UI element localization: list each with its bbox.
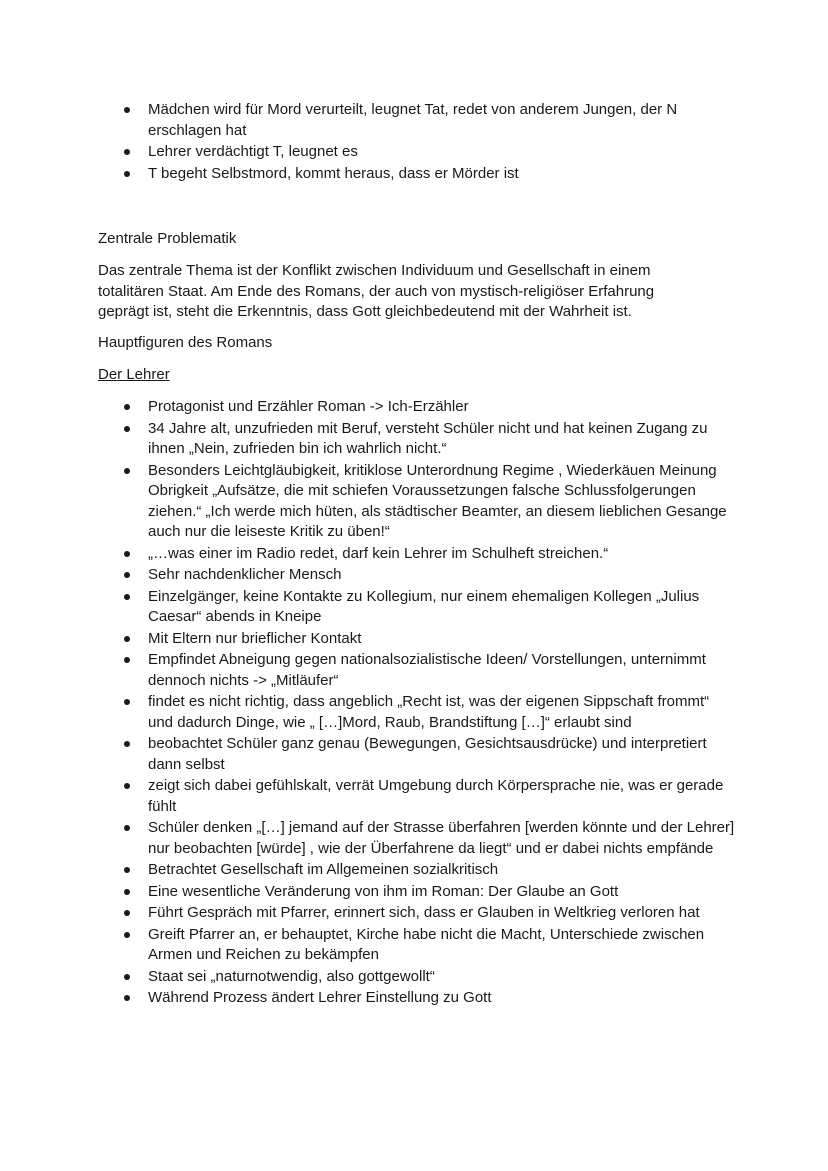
list-item: Eine wesentliche Veränderung von ihm im Roman: Der Glaube an Gott (148, 882, 738, 903)
list-item: zeigt sich dabei gefühlskalt, verrät Umgebung durch Körpersprache nie, was er gerade fühlt (148, 776, 738, 817)
list-item: Mädchen wird für Mord verurteilt, leugnet Tat, redet von anderem Jungen, der N erschlagen hat (148, 100, 723, 141)
list-item: Schüler denken „[…] jemand auf der Strasse überfahren [werden könnte und der Lehrer] nur beobachten [würde] , wie der Überfahrene da liegt“ und er dabei nichts empfände (148, 818, 738, 859)
list-item: Mit Eltern nur brieflicher Kontakt (148, 629, 738, 650)
problematik-paragraph: Das zentrale Thema ist der Konflikt zwischen Individuum und Gesellschaft in einem totalitären Staat. Am Ende des Romans, der auch von mystisch-religiöser Erfahrung geprägt ist, steht die Erkenntnis, dass Gott gleichbedeutend mit der Wahrheit ist. (98, 262, 655, 320)
list-item: Einzelgänger, keine Kontakte zu Kollegium, nur einem ehemaligen Kollegen „Julius Caesar“ abends in Kneipe (148, 587, 738, 628)
lehrer-bullet-list (148, 397, 738, 1010)
list-item: Sehr nachdenklicher Mensch (148, 565, 738, 586)
list-item: Protagonist und Erzähler Roman -> Ich-Erzähler (148, 397, 738, 418)
list-item: Staat sei „naturnotwendig, also gottgewollt“ (148, 967, 738, 988)
top-bullet-list (148, 100, 723, 185)
list-item: T begeht Selbstmord, kommt heraus, dass er Mörder ist (148, 164, 723, 185)
list-item: „…was einer im Radio redet, darf kein Lehrer im Schulheft streichen.“ (148, 544, 738, 565)
list-item: Während Prozess ändert Lehrer Einstellung zu Gott (148, 988, 738, 1009)
section-heading-hauptfiguren: Hauptfiguren des Romans (98, 334, 273, 351)
list-item: beobachtet Schüler ganz genau (Bewegungen, Gesichtsausdrücke) und interpretiert dann selbst (148, 734, 738, 775)
section-heading-problematik: Zentrale Problematik (98, 230, 237, 247)
list-item: Lehrer verdächtigt T, leugnet es (148, 142, 723, 163)
list-item: 34 Jahre alt, unzufrieden mit Beruf, versteht Schüler nicht und hat keinen Zugang zu ihnen „Nein, zufrieden bin ich wahrlich nicht.“ (148, 419, 738, 460)
list-item: Besonders Leichtgläubigkeit, kritiklose Unterordnung Regime , Wiederkäuen Meinung Obrigkeit „Aufsätze, die mit schiefen Voraussetzungen falsche Schlussfolgerungen ziehen.“ „Ich werde mich hüten, als städtischer Beamter, an diesem lieblichen Gesange auch nur die leiseste Kritik zu üben!“ (148, 461, 738, 543)
list-item: Betrachtet Gesellschaft im Allgemeinen sozialkritisch (148, 860, 738, 881)
list-item: findet es nicht richtig, dass angeblich „Recht ist, was der eigenen Sippschaft frommt“ und dadurch Dinge, wie „ […]Mord, Raub, Brandstiftung […]“ erlaubt sind (148, 692, 738, 733)
list-item: Führt Gespräch mit Pfarrer, erinnert sich, dass er Glauben in Weltkrieg verloren hat (148, 903, 738, 924)
subheading-der-lehrer: Der Lehrer (98, 366, 170, 383)
list-item: Greift Pfarrer an, er behauptet, Kirche habe nicht die Macht, Unterschiede zwischen Armen und Reichen zu bekämpfen (148, 925, 738, 966)
list-item: Empfindet Abneigung gegen nationalsozialistische Ideen/ Vorstellungen, unternimmt dennoch nichts -> „Mitläufer“ (148, 650, 738, 691)
